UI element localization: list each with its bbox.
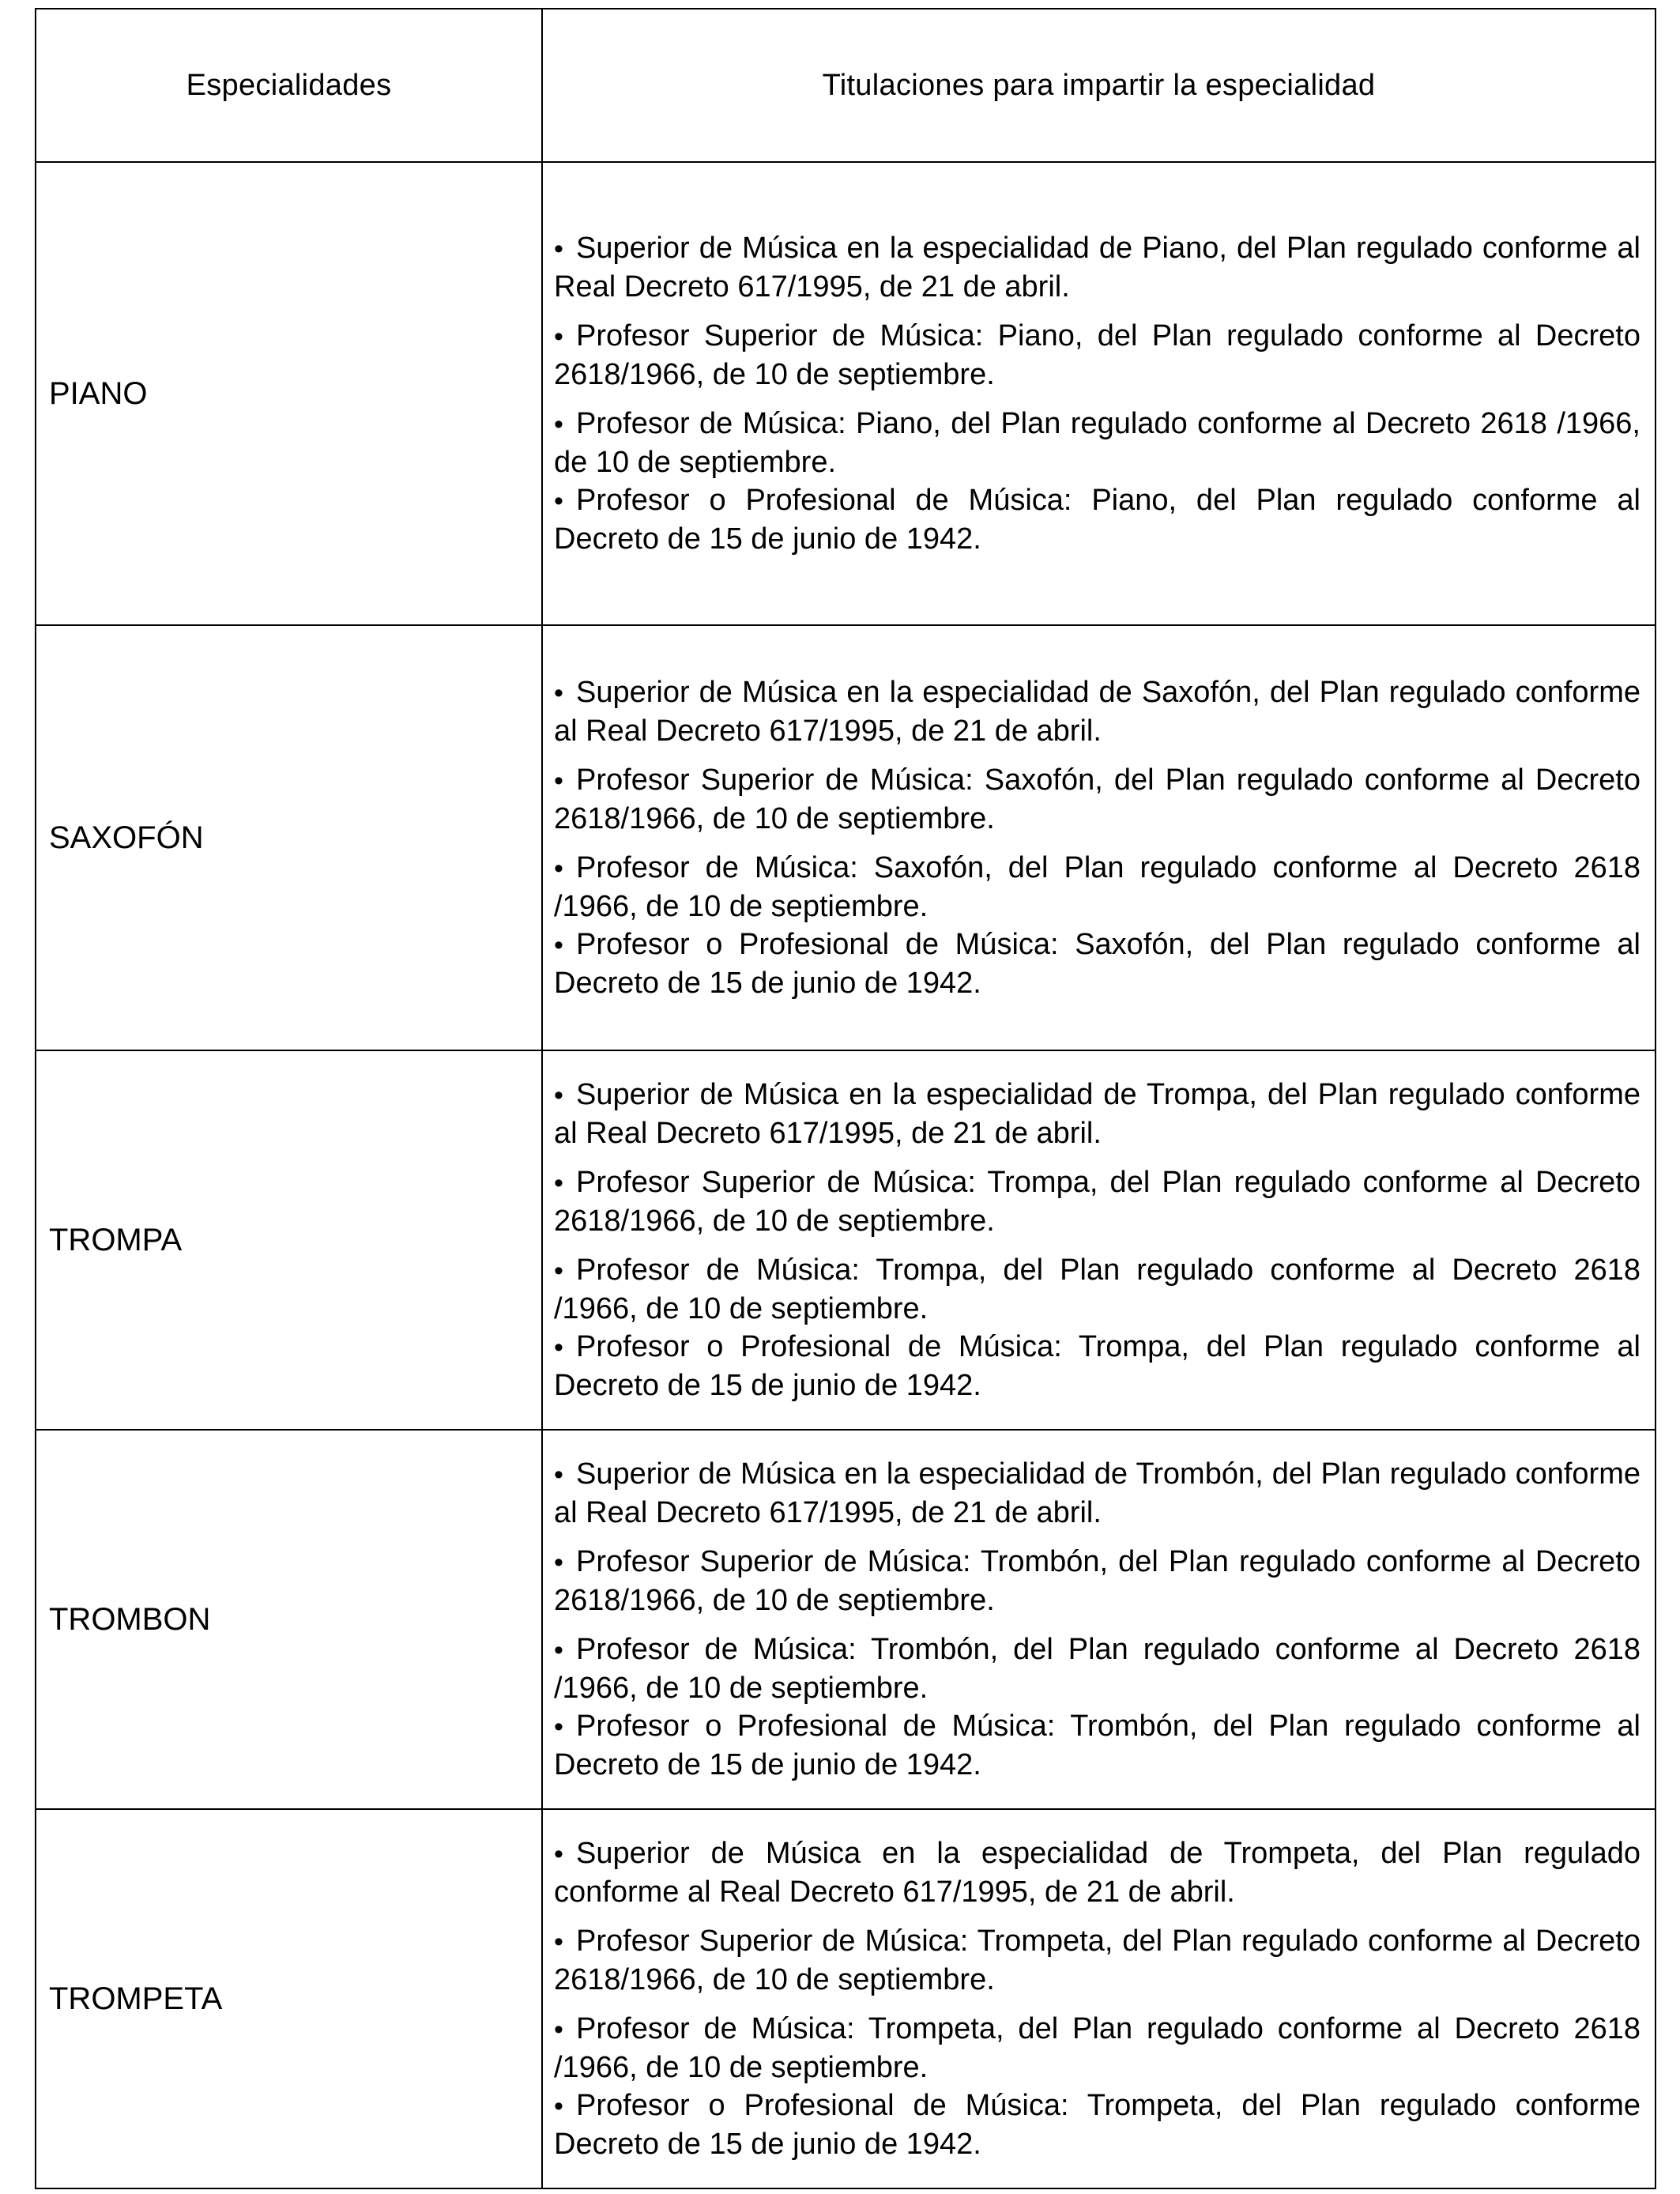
- list-item: [554, 673, 1640, 750]
- bullet-icon: •: [554, 2015, 563, 2045]
- item-text: Profesor de Música: Trompeta, del Plan regulado conforme al Decreto 2618 /1966, de 10 de septiembre.: [554, 2012, 1640, 2084]
- item-text: Profesor de Música: Piano, del Plan regulado conforme al Decreto 2618 /1966, de 10 de septiembre.: [554, 407, 1640, 479]
- item-text: Superior de Música en la especialidad de Trompeta, del Plan regulado conforme al Real Decreto 617/1995, de 21 de abril.: [554, 1837, 1640, 1909]
- specialty-name: TROMPA: [36, 1050, 542, 1430]
- header-titulaciones: Titulaciones para impartir la especialidad: [542, 9, 1656, 162]
- item-text: Profesor o Profesional de Música: Piano, del Plan regulado conforme al Decreto de 15 de junio de 1942.: [554, 484, 1640, 556]
- list-item: [554, 1455, 1640, 1532]
- qualifications-list: [543, 1076, 1655, 1404]
- item-text: Profesor Superior de Música: Trompa, del Plan regulado conforme al Decreto 2618/1966, de 10 de septiembre.: [554, 1166, 1640, 1238]
- qualifications-list: [543, 1834, 1655, 2163]
- list-item: [554, 761, 1640, 838]
- bullet-icon: •: [554, 1547, 563, 1578]
- bullet-icon: •: [554, 854, 563, 884]
- bullet-icon: •: [554, 234, 563, 264]
- bullet-icon: •: [554, 1256, 563, 1286]
- bullet-icon: •: [554, 1333, 563, 1363]
- item-text: Profesor Superior de Música: Trombón, del Plan regulado conforme al Decreto 2618/1966, de 10 de septiembre.: [554, 1545, 1640, 1617]
- qualifications-list: [543, 1455, 1655, 1784]
- list-item: [554, 925, 1640, 1002]
- list-item: [554, 1543, 1640, 1619]
- bullet-icon: •: [554, 322, 563, 352]
- table-header-row: [36, 9, 1656, 162]
- item-text: Superior de Música en la especialidad de Saxofón, del Plan regulado conforme al Real Decreto 617/1995, de 21 de abril.: [554, 676, 1640, 748]
- item-text: Superior de Música en la especialidad de Trombón, del Plan regulado conforme al Real Decreto 617/1995, de 21 de abril.: [554, 1457, 1640, 1529]
- table-row: [36, 162, 1656, 625]
- item-text: Profesor o Profesional de Música: Trompeta, del Plan regulado conforme Decreto de 15 de junio de 1942.: [554, 2089, 1640, 2161]
- item-text: Superior de Música en la especialidad de Piano, del Plan regulado conforme al Real Decreto 617/1995, de 21 de abril.: [554, 232, 1640, 303]
- list-item: [554, 1834, 1640, 1911]
- item-text: Profesor Superior de Música: Piano, del Plan regulado conforme al Decreto 2618/1966, de 10 de septiembre.: [554, 319, 1640, 391]
- bullet-icon: •: [554, 1168, 563, 1198]
- bullet-icon: •: [554, 1927, 563, 1957]
- list-item: [554, 317, 1640, 394]
- item-text: Profesor o Profesional de Música: Saxofón, del Plan regulado conforme al Decreto de 15 de junio de 1942.: [554, 928, 1640, 1000]
- qualifications-cell: [542, 162, 1656, 625]
- list-item: [554, 1707, 1640, 1784]
- list-item: [554, 229, 1640, 306]
- bullet-icon: •: [554, 678, 563, 708]
- item-text: Profesor o Profesional de Música: Trombón, del Plan regulado conforme al Decreto de 15 de junio de 1942.: [554, 1710, 1640, 1781]
- qualifications-list: [543, 229, 1655, 558]
- qualifications-cell: [542, 625, 1656, 1050]
- list-item: [554, 1163, 1640, 1240]
- bullet-icon: •: [554, 486, 563, 516]
- bullet-icon: •: [554, 1712, 563, 1742]
- list-item: [554, 1251, 1640, 1328]
- specialty-name: PIANO: [36, 162, 542, 625]
- item-text: Profesor o Profesional de Música: Trompa, del Plan regulado conforme al Decreto de 15 de junio de 1942.: [554, 1330, 1640, 1402]
- item-text: Profesor Superior de Música: Saxofón, del Plan regulado conforme al Decreto 2618/1966, de 10 de septiembre.: [554, 763, 1640, 835]
- specialty-name: SAXOFÓN: [36, 625, 542, 1050]
- specialties-table: [35, 8, 1656, 2189]
- table-row: [36, 1050, 1656, 1430]
- list-item: [554, 2087, 1640, 2163]
- item-text: Profesor de Música: Trombón, del Plan regulado conforme al Decreto 2618 /1966, de 10 de septiembre.: [554, 1633, 1640, 1705]
- bullet-icon: •: [554, 2091, 563, 2121]
- bullet-icon: •: [554, 930, 563, 960]
- qualifications-cell: [542, 1809, 1656, 2188]
- list-item: [554, 1630, 1640, 1707]
- bullet-icon: •: [554, 766, 563, 796]
- qualifications-list: [543, 673, 1655, 1002]
- table-row: [36, 625, 1656, 1050]
- bullet-icon: •: [554, 1635, 563, 1665]
- item-text: Profesor Superior de Música: Trompeta, del Plan regulado conforme al Decreto 2618/1966, de 10 de septiembre.: [554, 1924, 1640, 1996]
- bullet-icon: •: [554, 409, 563, 439]
- bullet-icon: •: [554, 1080, 563, 1110]
- list-item: [554, 849, 1640, 925]
- list-item: [554, 1328, 1640, 1404]
- bullet-icon: •: [554, 1839, 563, 1869]
- specialty-name: TROMBON: [36, 1430, 542, 1809]
- list-item: [554, 1922, 1640, 1999]
- list-item: [554, 405, 1640, 481]
- item-text: Superior de Música en la especialidad de Trompa, del Plan regulado conforme al Real Decreto 617/1995, de 21 de abril.: [554, 1078, 1640, 1150]
- list-item: [554, 1076, 1640, 1152]
- header-especialidades: Especialidades: [36, 9, 542, 162]
- table-row: [36, 1430, 1656, 1809]
- qualifications-cell: [542, 1050, 1656, 1430]
- specialty-name: TROMPETA: [36, 1809, 542, 2188]
- item-text: Profesor de Música: Trompa, del Plan regulado conforme al Decreto 2618 /1966, de 10 de septiembre.: [554, 1253, 1640, 1325]
- list-item: [554, 2010, 1640, 2087]
- item-text: Profesor de Música: Saxofón, del Plan regulado conforme al Decreto 2618 /1966, de 10 de septiembre.: [554, 851, 1640, 923]
- table-row: [36, 1809, 1656, 2188]
- list-item: [554, 481, 1640, 558]
- qualifications-cell: [542, 1430, 1656, 1809]
- bullet-icon: •: [554, 1460, 563, 1490]
